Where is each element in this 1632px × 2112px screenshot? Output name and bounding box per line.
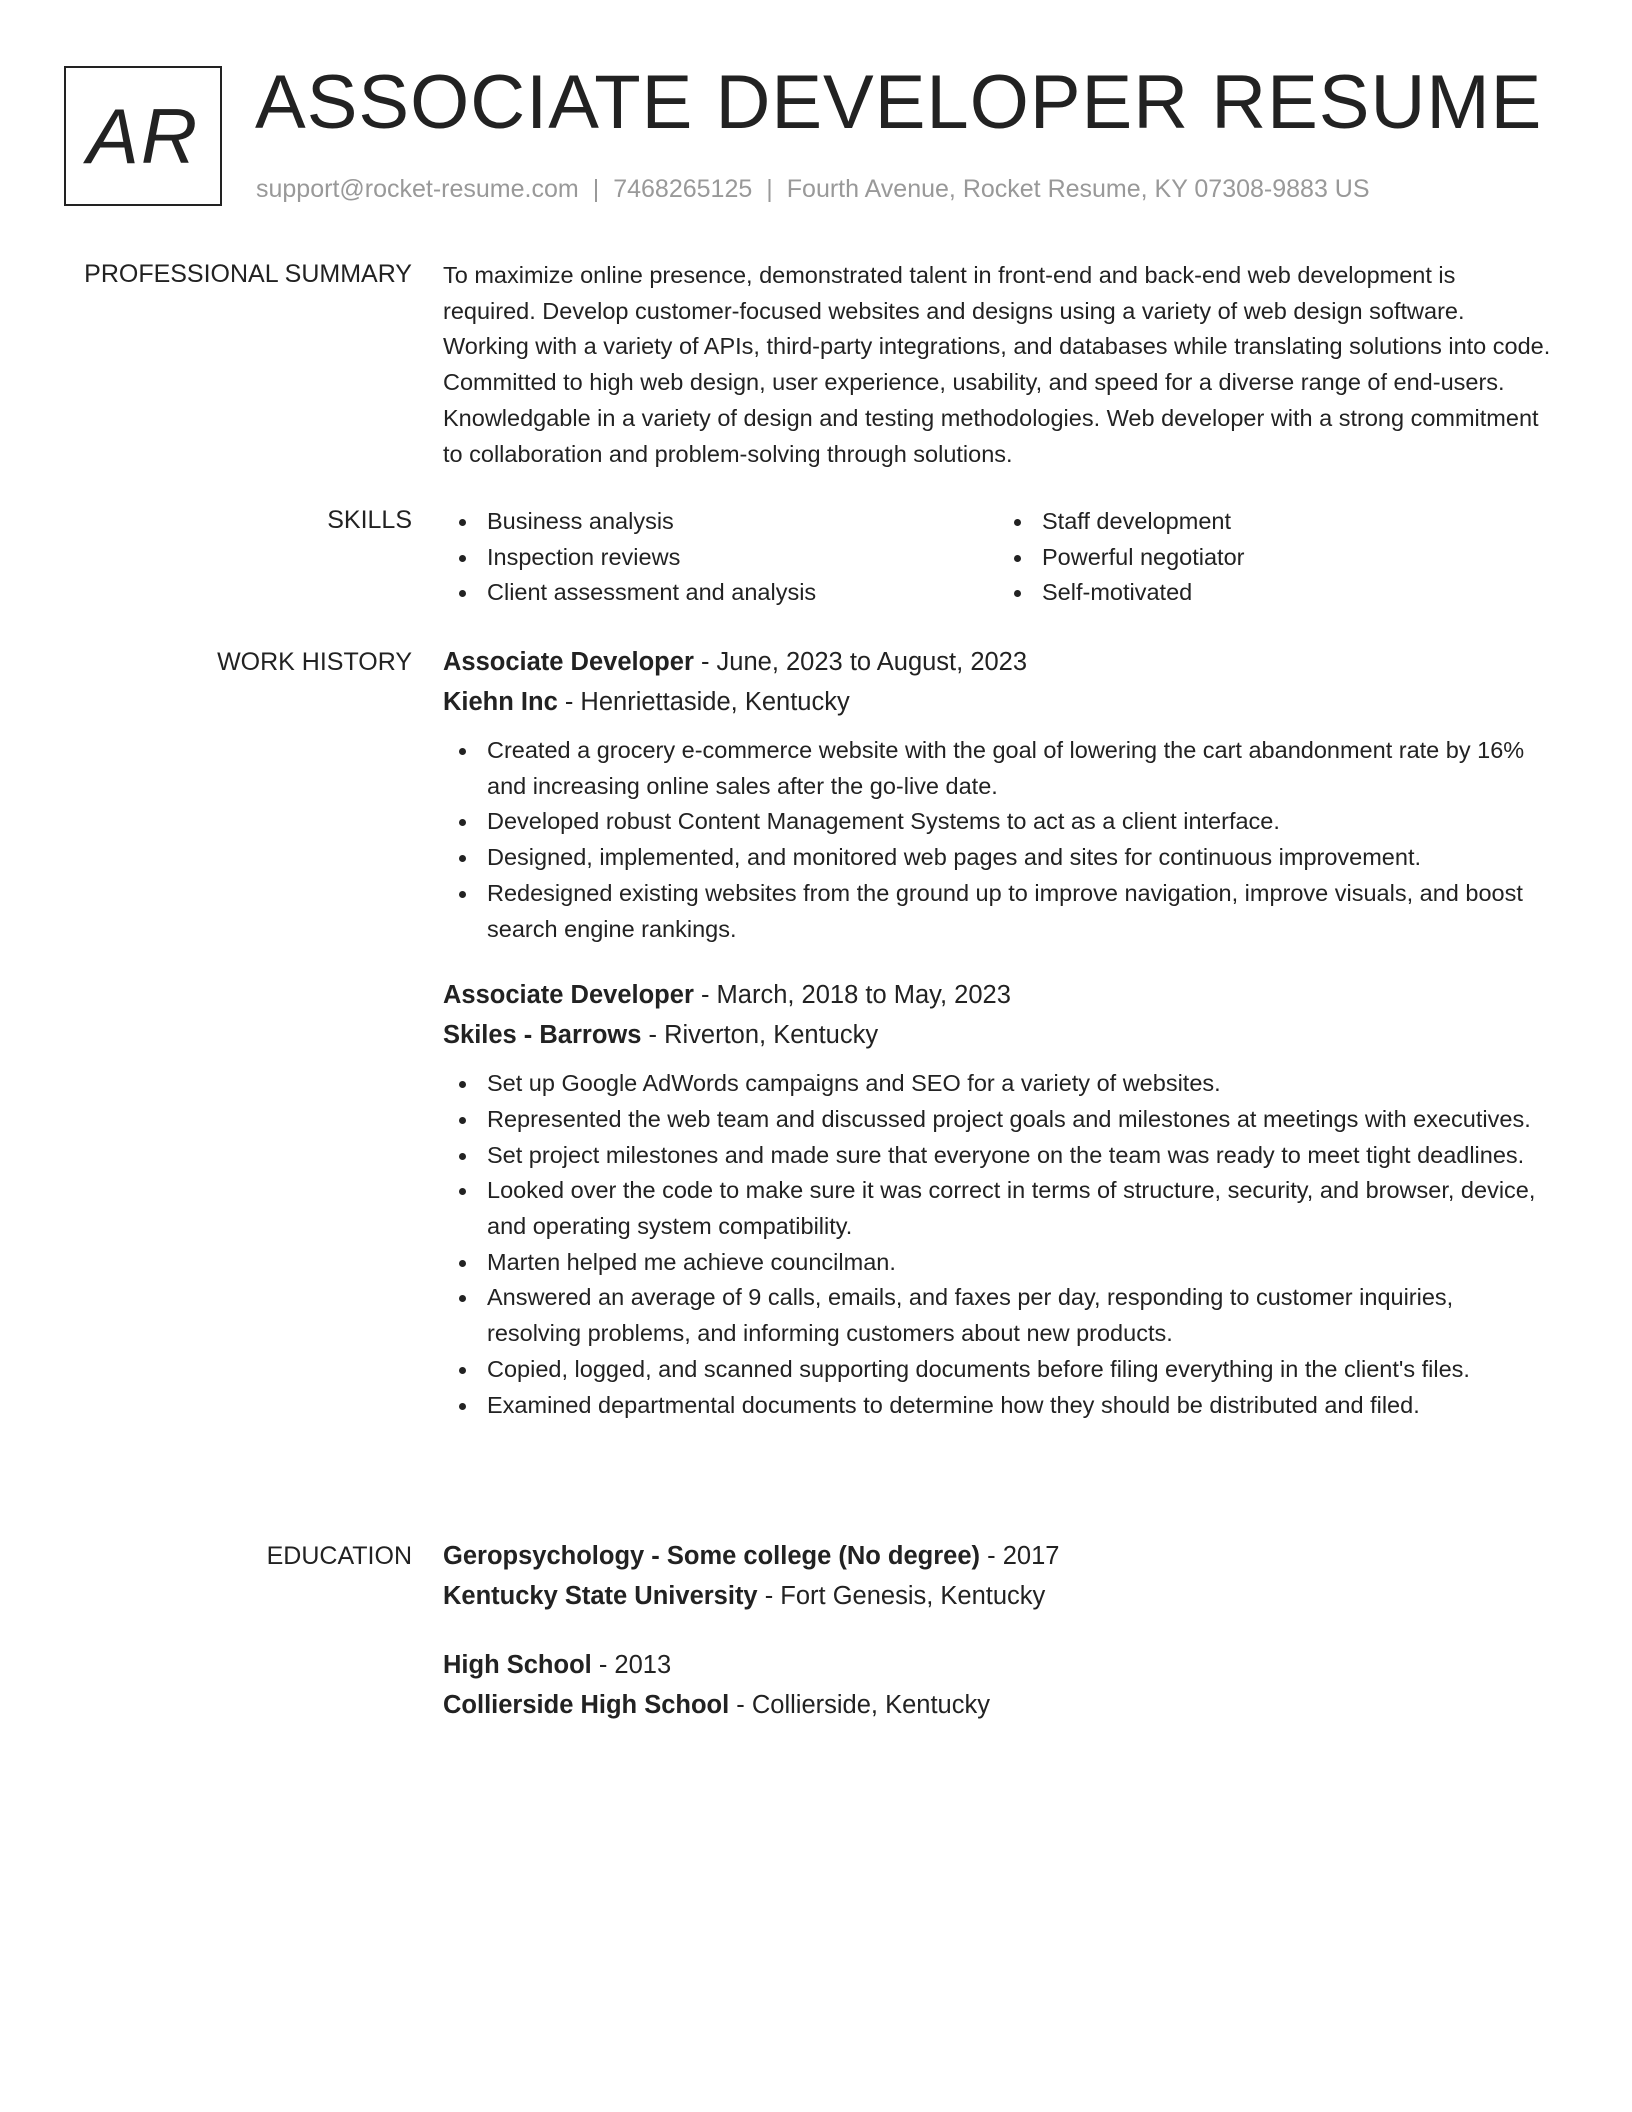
job-bullet-list	[443, 1066, 1553, 1423]
education-body	[443, 1536, 1553, 1725]
skill-item: Powerful negotiator	[1042, 540, 1553, 576]
skill-item: Staff development	[1042, 504, 1553, 540]
section-heading-work-history: WORK HISTORY	[217, 648, 412, 676]
summary-text: To maximize online presence, demonstrated talent in front-end and back-end web development is required. Develop customer-focused websites and designs using a variety of web design software. Working with a variety of APIs, third-party integrations, and databases while translating solutions into code. Committed to high web design, user experience, usability, and speed for a diverse range of end-users. Knowledgable in a variety of design and testing methodologies. Web developer with a strong commitment to collaboration and problem-solving through solutions.	[443, 262, 1551, 467]
education-degree: Geropsychology - Some college (No degree)	[443, 1542, 981, 1570]
job-bullet-list	[443, 733, 1553, 947]
job-dates: - June, 2023 to August, 2023	[693, 648, 1028, 676]
job-company: Kiehn Inc	[443, 688, 558, 716]
job-bullet: Created a grocery e-commerce website with the goal of lowering the cart abandonment rate by 16% and increasing online sales after the go-live date.	[487, 733, 1553, 804]
skill-item: Inspection reviews	[487, 540, 998, 576]
job-bullet: Answered an average of 9 calls, emails, and faxes per day, responding to customer inquiries, resolving problems, and informing customers about new products.	[487, 1280, 1553, 1351]
job-bullet: Designed, implemented, and monitored web pages and sites for continuous improvement.	[487, 840, 1553, 876]
job-dates: - March, 2018 to May, 2023	[693, 981, 1011, 1010]
contact-email[interactable]: support@rocket-resume.com	[256, 175, 579, 203]
contact-phone[interactable]: 7468265125	[613, 175, 753, 203]
job-title: Associate Developer	[443, 648, 694, 676]
contact-separator: |	[766, 175, 773, 203]
skill-item: Self-motivated	[1042, 575, 1553, 611]
job-bullet: Examined departmental documents to determine how they should be distributed and filed.	[487, 1388, 1553, 1424]
education-school: Collierside High School	[443, 1691, 730, 1719]
education-degree-line	[443, 1536, 1553, 1576]
education-year: - 2013	[591, 1651, 672, 1679]
work-history-body	[443, 642, 1553, 1423]
resume-title: ASSOCIATE DEVELOPER RESUME	[255, 60, 1543, 145]
monogram-logo	[64, 66, 222, 206]
job-location: - Riverton, Kentucky	[641, 1021, 879, 1050]
section-heading-education: EDUCATION	[266, 1542, 412, 1570]
skill-item: Business analysis	[487, 504, 998, 540]
job-entry	[443, 642, 1553, 947]
job-location: - Henriettaside, Kentucky	[557, 688, 850, 716]
education-entry	[443, 1645, 1553, 1725]
skills-body	[443, 504, 1553, 611]
job-company: Skiles - Barrows	[443, 1021, 642, 1050]
education-location: - Fort Genesis, Kentucky	[757, 1582, 1046, 1610]
education-degree: High School	[443, 1651, 592, 1679]
job-bullet: Set up Google AdWords campaigns and SEO for a variety of websites.	[487, 1066, 1553, 1102]
skills-grid	[443, 504, 1553, 611]
job-title: Associate Developer	[443, 981, 694, 1010]
summary-body	[443, 258, 1553, 472]
job-bullet: Redesigned existing websites from the ground up to improve navigation, improve visuals, and boost search engine rankings.	[487, 876, 1553, 947]
contact-address: Fourth Avenue, Rocket Resume, KY 07308-9883 US	[786, 175, 1370, 203]
skills-list-left	[443, 504, 998, 611]
job-company-line	[443, 1015, 1553, 1055]
job-title-line	[443, 642, 1553, 682]
education-school-line	[443, 1576, 1553, 1616]
education-year: - 2017	[980, 1542, 1060, 1570]
job-title-line	[443, 975, 1553, 1015]
monogram-initials: AR	[86, 91, 200, 180]
job-bullet: Copied, logged, and scanned supporting documents before filing everything in the client's files.	[487, 1352, 1553, 1388]
education-school: Kentucky State University	[443, 1582, 758, 1610]
job-bullet: Developed robust Content Management Systems to act as a client interface.	[487, 804, 1553, 840]
education-location: - Collierside, Kentucky	[729, 1691, 990, 1719]
education-entry	[443, 1536, 1553, 1616]
job-bullet: Looked over the code to make sure it was correct in terms of structure, security, and browser, device, and operating system compatibility.	[487, 1173, 1553, 1244]
contact-line	[256, 174, 1370, 204]
skill-item: Client assessment and analysis	[487, 575, 998, 611]
job-company-line	[443, 682, 1553, 722]
contact-separator: |	[592, 175, 600, 203]
education-school-line	[443, 1685, 1553, 1725]
job-bullet: Represented the web team and discussed project goals and milestones at meetings with executives.	[487, 1102, 1553, 1138]
section-heading-skills: SKILLS	[327, 506, 412, 534]
job-bullet: Set project milestones and made sure that everyone on the team was ready to meet tight deadlines.	[487, 1138, 1553, 1174]
job-entry	[443, 975, 1553, 1423]
skills-list-right	[998, 504, 1553, 611]
job-bullet: Marten helped me achieve councilman.	[487, 1245, 1553, 1281]
education-degree-line	[443, 1645, 1553, 1685]
section-heading-summary: PROFESSIONAL SUMMARY	[84, 260, 412, 288]
